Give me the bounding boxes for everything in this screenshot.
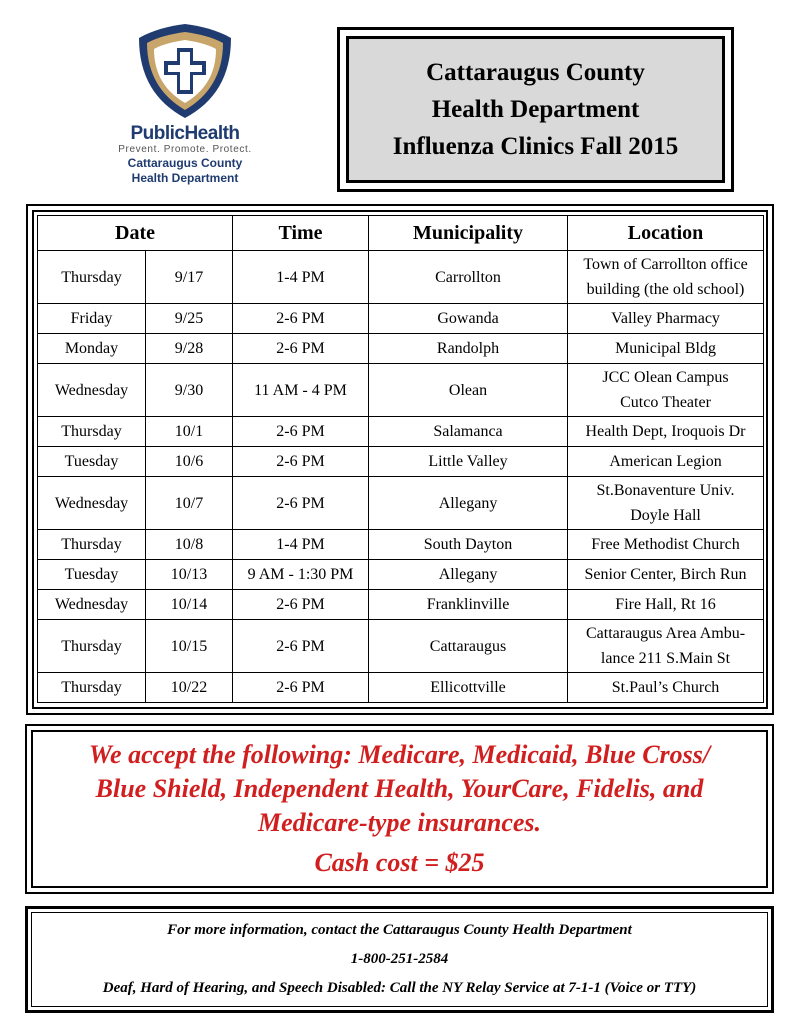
logo-org-line1: Cattaraugus County	[127, 156, 243, 170]
cash-cost: Cash cost = $25	[314, 848, 485, 877]
title-line-1: Cattaraugus County	[426, 59, 645, 86]
municipality-cell: Allegany	[369, 560, 568, 590]
time-cell: 2-6 PM	[233, 447, 369, 477]
location-line: Fire Hall, Rt 16	[615, 596, 716, 613]
table-row	[38, 447, 764, 477]
header-date: Date	[38, 216, 233, 251]
table-row	[38, 590, 764, 620]
location-line: Doyle Hall	[630, 507, 701, 524]
date-cell: 10/13	[146, 560, 233, 590]
location-cell	[568, 673, 764, 703]
insurance-line-2: Blue Shield, Independent Health, YourCare, Fidelis, and	[95, 774, 704, 803]
schedule-frame	[26, 204, 774, 715]
location-line: American Legion	[609, 453, 722, 470]
public-health-logo	[100, 22, 270, 192]
relay-service-line: Deaf, Hard of Hearing, and Speech Disabled: Call the NY Relay Service at 7-1-1 (Voice or TTY)	[102, 980, 697, 996]
location-line: JCC Olean Campus	[602, 369, 729, 386]
table-row	[38, 560, 764, 590]
date-cell: 10/6	[146, 447, 233, 477]
table-header-row	[38, 216, 764, 251]
location-cell	[568, 477, 764, 530]
table-row	[38, 620, 764, 673]
time-cell: 2-6 PM	[233, 417, 369, 447]
date-cell: 10/7	[146, 477, 233, 530]
location-cell	[568, 364, 764, 417]
location-line: Senior Center, Birch Run	[584, 566, 747, 583]
insurance-line-3: Medicare-type insurances.	[257, 808, 542, 837]
municipality-cell: South Dayton	[369, 530, 568, 560]
day-cell: Wednesday	[38, 364, 146, 417]
location-line: Free Methodist Church	[591, 536, 740, 553]
municipality-cell: Allegany	[369, 477, 568, 530]
municipality-cell: Randolph	[369, 334, 568, 364]
date-cell: 10/15	[146, 620, 233, 673]
header-time: Time	[233, 216, 369, 251]
contact-panel	[31, 912, 768, 1007]
municipality-cell: Olean	[369, 364, 568, 417]
day-cell: Tuesday	[38, 560, 146, 590]
day-cell: Thursday	[38, 673, 146, 703]
header-location: Location	[568, 216, 764, 251]
time-cell: 1-4 PM	[233, 530, 369, 560]
day-cell: Thursday	[38, 417, 146, 447]
location-line: Health Dept, Iroquois Dr	[585, 423, 746, 440]
municipality-cell: Little Valley	[369, 447, 568, 477]
schedule-body	[38, 251, 764, 703]
title-box	[337, 27, 734, 192]
table-row	[38, 530, 764, 560]
time-cell: 2-6 PM	[233, 590, 369, 620]
table-row	[38, 304, 764, 334]
location-cell	[568, 560, 764, 590]
day-cell: Friday	[38, 304, 146, 334]
location-cell	[568, 334, 764, 364]
insurance-frame	[25, 724, 774, 894]
location-cell	[568, 530, 764, 560]
location-line: St.Bonaventure Univ.	[596, 482, 735, 499]
date-cell: 9/17	[146, 251, 233, 304]
table-row	[38, 334, 764, 364]
day-cell: Thursday	[38, 251, 146, 304]
location-line: building (the old school)	[586, 281, 745, 298]
date-cell: 10/14	[146, 590, 233, 620]
date-cell: 9/28	[146, 334, 233, 364]
municipality-cell: Carrollton	[369, 251, 568, 304]
location-cell	[568, 447, 764, 477]
time-cell: 2-6 PM	[233, 304, 369, 334]
time-cell: 11 AM - 4 PM	[233, 364, 369, 417]
shield-cross-icon	[137, 22, 233, 120]
location-line: Valley Pharmacy	[611, 310, 720, 327]
day-cell: Monday	[38, 334, 146, 364]
location-cell	[568, 304, 764, 334]
contact-info-line: For more information, contact the Cattaraugus County Health Department	[167, 922, 632, 938]
day-cell: Wednesday	[38, 477, 146, 530]
municipality-cell: Gowanda	[369, 304, 568, 334]
time-cell: 2-6 PM	[233, 477, 369, 530]
table-row	[38, 364, 764, 417]
table-row	[38, 251, 764, 304]
location-cell	[568, 620, 764, 673]
location-cell	[568, 417, 764, 447]
date-cell: 9/25	[146, 304, 233, 334]
location-line: Cutco Theater	[620, 394, 711, 411]
time-cell: 2-6 PM	[233, 673, 369, 703]
date-cell: 10/8	[146, 530, 233, 560]
location-line: lance 211 S.Main St	[600, 650, 731, 667]
municipality-cell: Salamanca	[369, 417, 568, 447]
date-cell: 10/22	[146, 673, 233, 703]
location-line: Cattaraugus Area Ambu-	[585, 625, 746, 642]
contact-phone: 1-800-251-2584	[350, 951, 449, 967]
title-line-3: Influenza Clinics Fall 2015	[392, 133, 679, 160]
municipality-cell: Franklinville	[369, 590, 568, 620]
location-line: St.Paul’s Church	[611, 679, 720, 696]
day-cell: Thursday	[38, 530, 146, 560]
time-cell: 2-6 PM	[233, 620, 369, 673]
clinic-schedule-table	[37, 215, 764, 703]
location-cell	[568, 590, 764, 620]
day-cell: Tuesday	[38, 447, 146, 477]
table-row	[38, 417, 764, 447]
municipality-cell: Cattaraugus	[369, 620, 568, 673]
table-row	[38, 673, 764, 703]
logo-brand-text: PublicHealth	[130, 123, 240, 144]
location-line: Town of Carrollton office	[583, 256, 748, 273]
day-cell: Thursday	[38, 620, 146, 673]
title-line-2: Health Department	[431, 96, 640, 123]
logo-tagline: Prevent. Promote. Protect.	[118, 144, 252, 155]
day-cell: Wednesday	[38, 590, 146, 620]
time-cell: 1-4 PM	[233, 251, 369, 304]
insurance-line-1: We accept the following: Medicare, Medicaid, Blue Cross/	[88, 740, 711, 769]
logo-org-line2: Health Department	[131, 171, 239, 185]
contact-frame	[25, 906, 774, 1013]
time-cell: 2-6 PM	[233, 334, 369, 364]
header-municipality: Municipality	[369, 216, 568, 251]
title-inner-panel	[346, 36, 725, 183]
municipality-cell: Ellicottville	[369, 673, 568, 703]
table-row	[38, 477, 764, 530]
date-cell: 10/1	[146, 417, 233, 447]
date-cell: 9/30	[146, 364, 233, 417]
time-cell: 9 AM - 1:30 PM	[233, 560, 369, 590]
location-line: Municipal Bldg	[615, 340, 716, 357]
insurance-panel	[31, 730, 768, 888]
location-cell	[568, 251, 764, 304]
